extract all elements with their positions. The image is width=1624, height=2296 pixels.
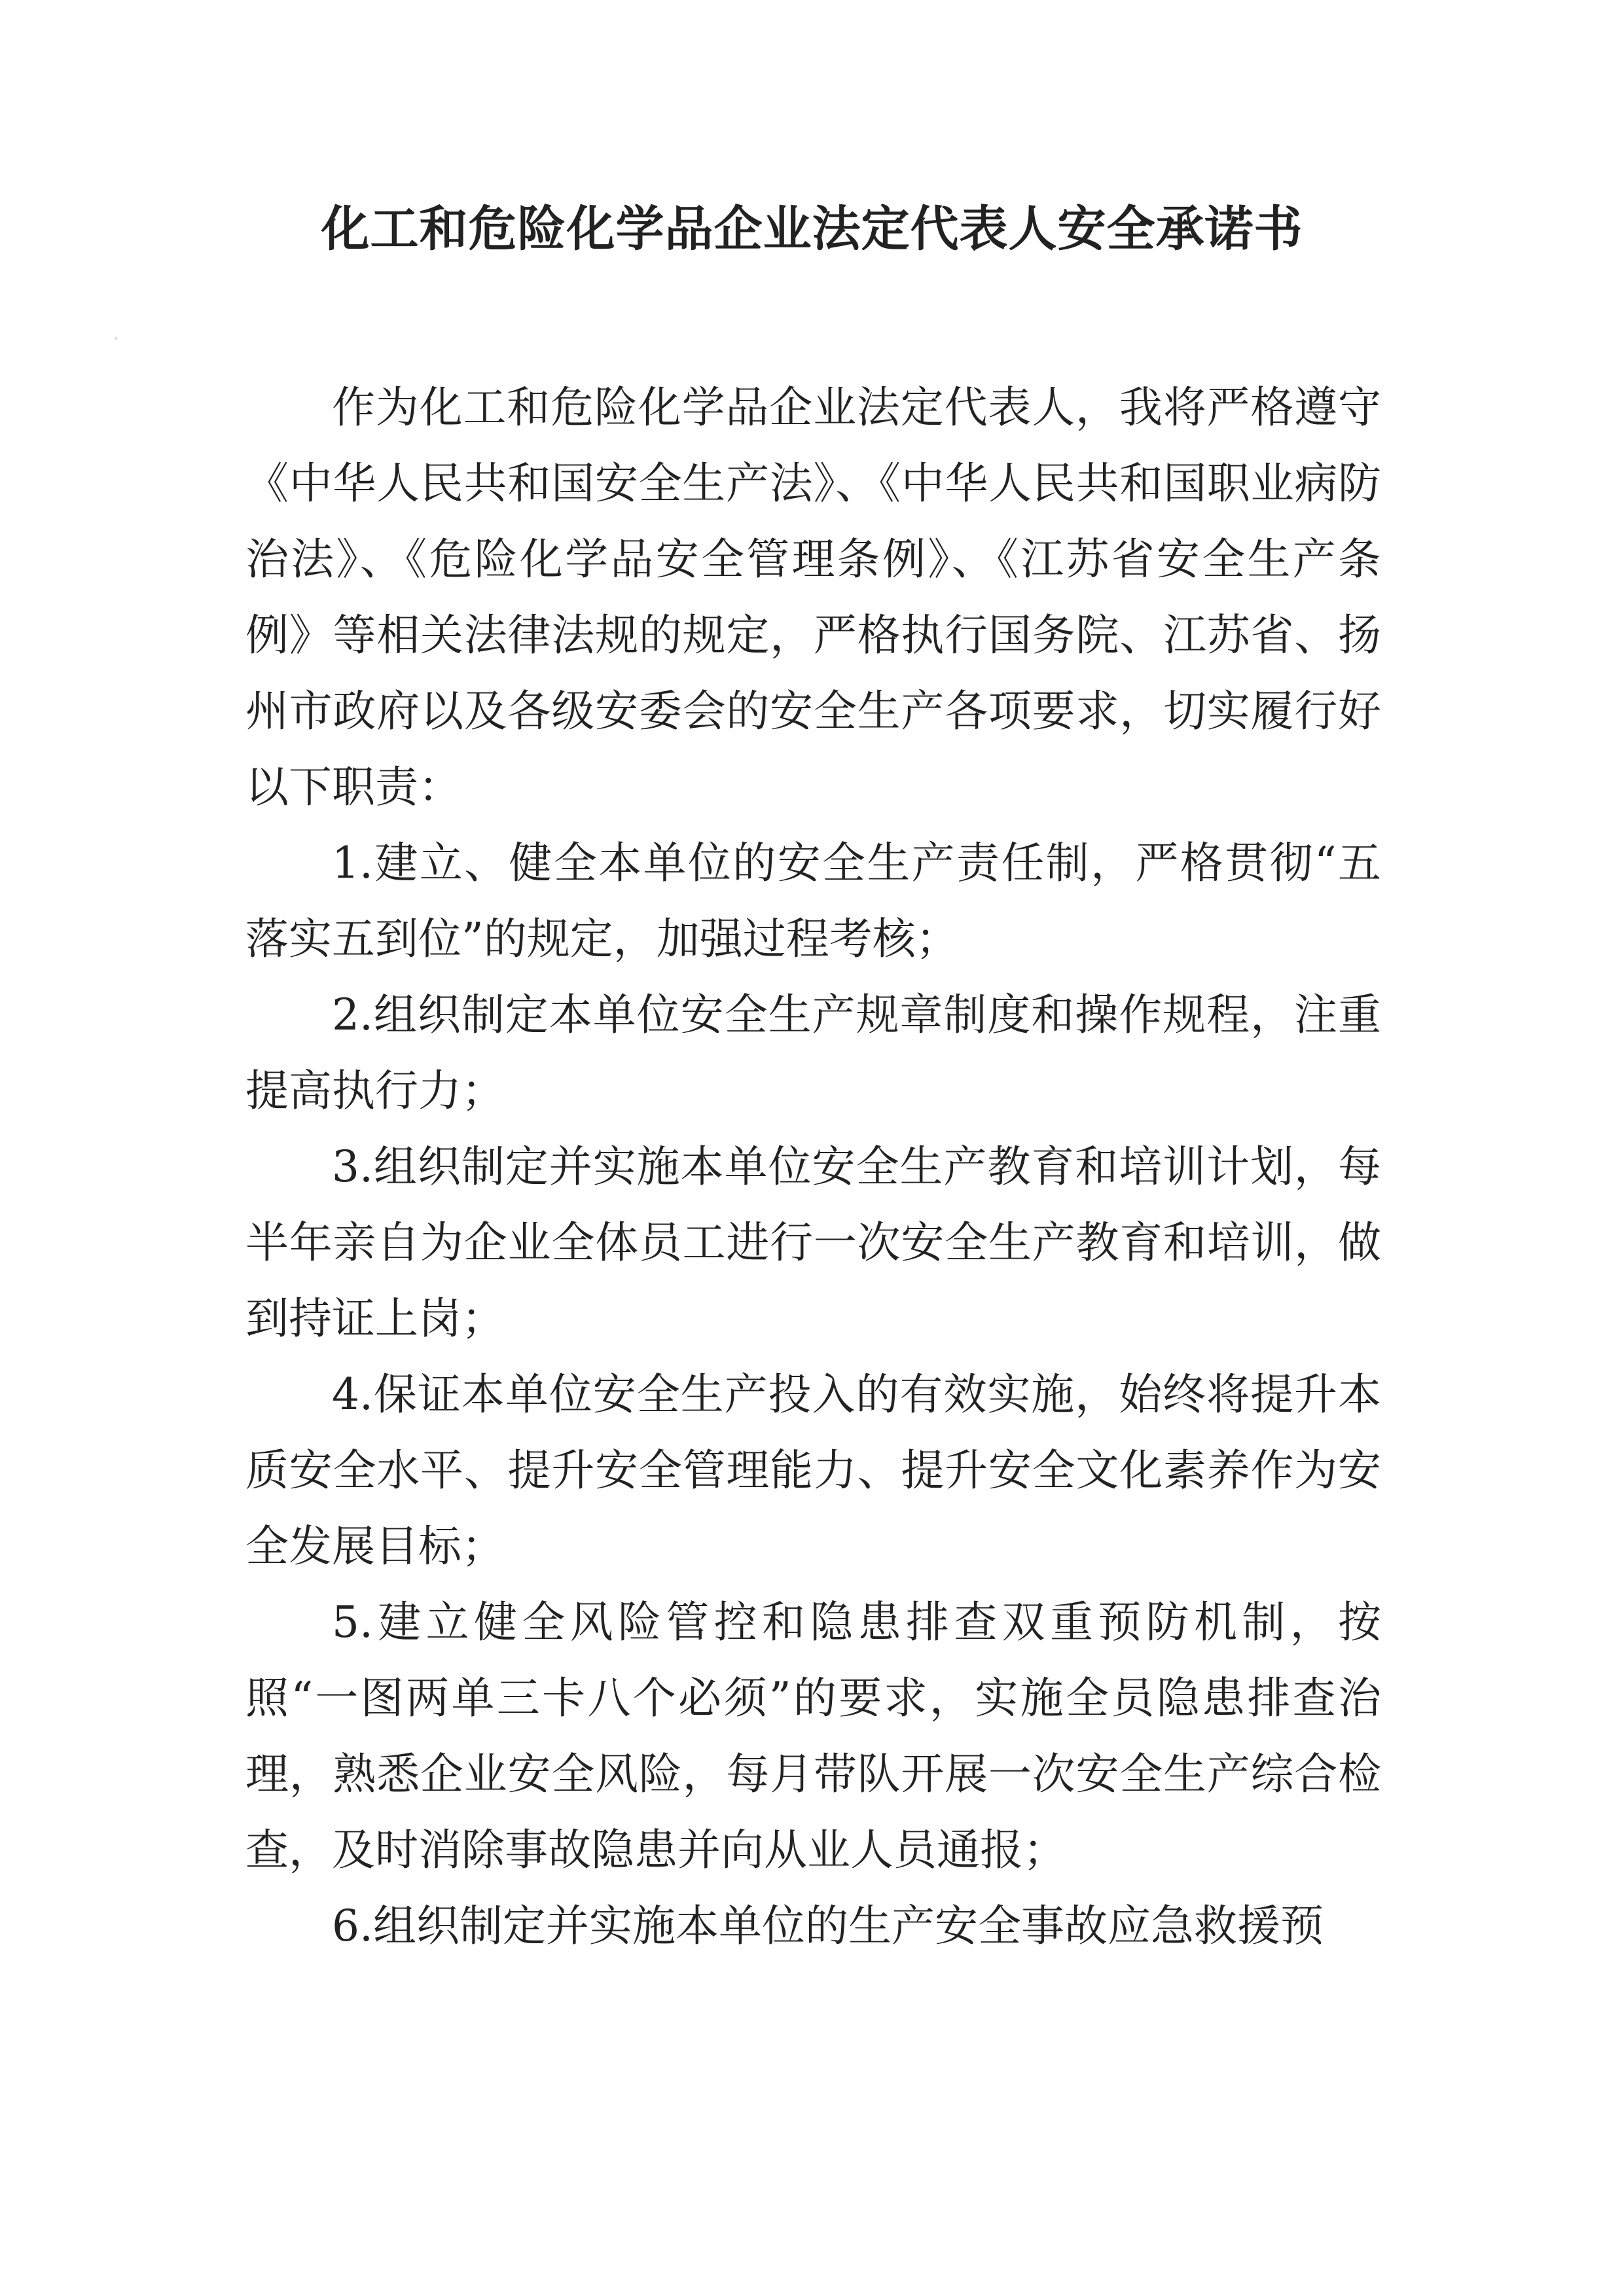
- duty-item-5: 5.建立健全风险管控和隐患排查双重预防机制，按照“一图两单三卡八个必须”的要求，实施全员隐患排查治理，熟悉企业安全风险，每月带队开展一次安全生产综合检查，及时消除事故隐患并向从业人员通报；: [245, 1597, 1381, 1875]
- scan-speck: [115, 337, 117, 340]
- duty-item-6: 6.组织制定并实施本单位的生产安全事故应急救援预: [332, 1901, 1324, 1951]
- duty-item-4: 4.保证本单位安全生产投入的有效实施，始终将提升本质安全水平、提升安全管理能力、提升安全文化素养作为安全发展目标；: [245, 1369, 1381, 1571]
- duty-item-1: 1.建立、健全本单位的安全生产责任制，严格贯彻“五落实五到位”的规定，加强过程考核；: [245, 838, 1381, 964]
- intro-paragraph: 作为化工和危险化学品企业法定代表人，我将严格遵守《中华人民共和国安全生产法》、《中华人民共和国职业病防治法》、《危险化学品安全管理条例》、《江苏省安全生产条例》等相关法律法规的规定，严格执行国务院、江苏省、扬州市政府以及各级安委会的安全生产各项要求，切实履行好以下职责：: [245, 382, 1381, 812]
- document-title: 化工和危险化学品企业法定代表人安全承诺书: [321, 201, 1303, 257]
- document-body: [245, 370, 1381, 1964]
- duty-item-2: 2.组织制定本单位安全生产规章制度和操作规程，注重提高执行力；: [245, 990, 1381, 1116]
- duty-item-3: 3.组织制定并实施本单位安全生产教育和培训计划，每半年亲自为企业全体员工进行一次安全生产教育和培训，做到持证上岗；: [245, 1141, 1381, 1344]
